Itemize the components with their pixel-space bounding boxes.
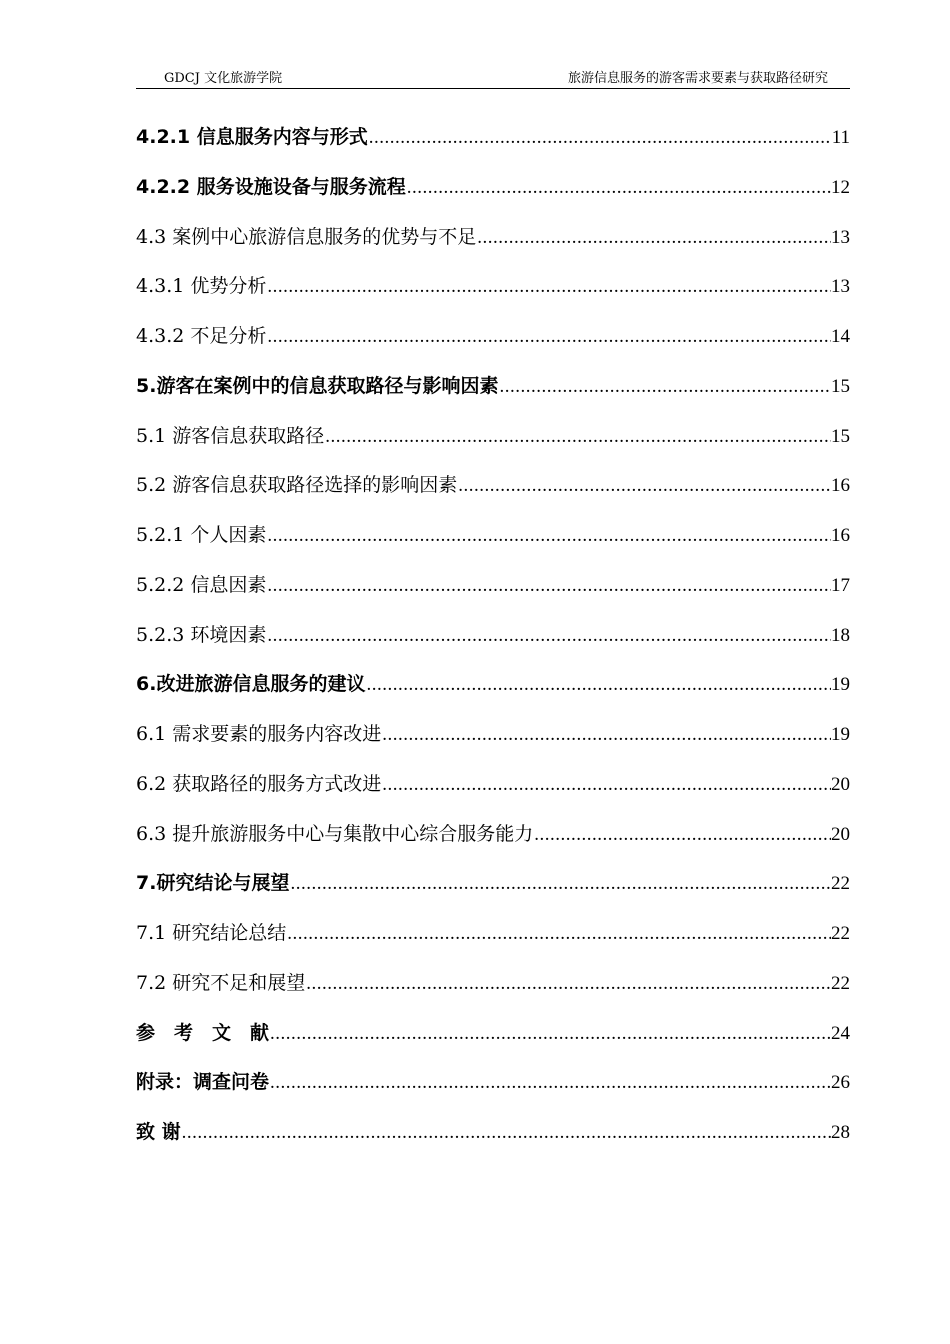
toc-entry[interactable] [136, 122, 850, 172]
toc-entry-page-number: 18 [831, 624, 850, 646]
toc-entry-page-number: 24 [831, 1022, 850, 1044]
toc-entry-page-number: 22 [831, 923, 850, 944]
toc-entry[interactable] [136, 371, 850, 421]
toc-entry-title: 7.研究结论与展望 [136, 872, 290, 895]
toc-entry-title: 致 谢 [136, 1121, 181, 1143]
toc-entry[interactable] [136, 470, 850, 520]
toc-entry-title: 7.2 研究不足和展望 [136, 971, 306, 994]
toc-entry-page-number: 13 [831, 276, 850, 298]
toc-dot-leader [267, 326, 831, 348]
toc-entry[interactable] [136, 1018, 850, 1068]
toc-entry-title: 5.2.2 信息因素 [136, 573, 267, 596]
toc-entry[interactable] [136, 968, 850, 1018]
toc-entry-title: 4.2.2 服务设施设备与服务流程 [136, 175, 406, 198]
toc-entry-title: 4.3.1 优势分析 [136, 275, 267, 298]
toc-dot-leader [267, 276, 831, 298]
toc-entry-page-number: 20 [831, 823, 850, 845]
toc-entry-page-number: 19 [831, 674, 850, 696]
toc-entry-page-number: 17 [831, 574, 850, 596]
toc-entry-page-number: 11 [831, 127, 850, 148]
toc-entry[interactable] [136, 1067, 850, 1117]
toc-entry-page-number: 14 [831, 326, 850, 347]
toc-dot-leader [382, 724, 831, 746]
toc-dot-leader [458, 475, 831, 497]
toc-entry-page-number: 16 [831, 525, 850, 546]
toc-entry-title: 4.2.1 信息服务内容与形式 [136, 126, 368, 148]
toc-dot-leader [407, 177, 831, 199]
toc-entry-page-number: 26 [831, 1072, 850, 1094]
toc-entry-page-number: 22 [831, 972, 850, 994]
toc-entry-title: 4.3.2 不足分析 [136, 325, 267, 347]
toc-dot-leader [287, 923, 831, 945]
toc-entry-title: 5.1 游客信息获取路径 [136, 424, 325, 447]
toc-entry-page-number: 15 [831, 375, 850, 397]
toc-entry-page-number: 13 [831, 226, 850, 248]
toc-entry[interactable] [136, 669, 850, 719]
toc-dot-leader [267, 625, 831, 647]
toc-entry-title: 7.1 研究结论总结 [136, 922, 287, 944]
toc-entry-title: 5.游客在案例中的信息获取路径与影响因素 [136, 374, 499, 397]
toc-entry-title: 6.改进旅游信息服务的建议 [136, 673, 366, 696]
toc-entry-title: 6.1 需求要素的服务内容改进 [136, 723, 382, 745]
toc-entry-title: 附录：调查问卷 [136, 1071, 270, 1094]
toc-entry[interactable] [136, 172, 850, 222]
toc-dot-leader [306, 973, 831, 995]
toc-dot-leader [325, 426, 831, 448]
toc-dot-leader [382, 774, 831, 796]
toc-dot-leader [369, 127, 832, 149]
toc-entry[interactable] [136, 421, 850, 471]
table-of-contents [136, 122, 850, 1167]
toc-entry[interactable] [136, 819, 850, 869]
toc-entry[interactable] [136, 918, 850, 968]
toc-entry-page-number: 19 [831, 724, 850, 745]
toc-dot-leader [366, 674, 831, 696]
toc-entry[interactable] [136, 1117, 850, 1167]
toc-entry-page-number: 28 [831, 1122, 850, 1143]
toc-entry-title: 5.2.3 环境因素 [136, 623, 267, 646]
toc-dot-leader [499, 376, 831, 398]
toc-entry[interactable] [136, 321, 850, 371]
toc-entry-title: 参 考 文 献 [136, 1021, 270, 1044]
toc-dot-leader [182, 1122, 831, 1144]
toc-entry-page-number: 20 [831, 773, 850, 795]
toc-dot-leader [270, 1072, 831, 1094]
page-header [136, 64, 850, 89]
toc-dot-leader [477, 227, 831, 249]
toc-entry-page-number: 15 [831, 425, 850, 447]
toc-entry[interactable] [136, 271, 850, 321]
toc-dot-leader [290, 873, 831, 895]
toc-entry[interactable] [136, 719, 850, 769]
toc-dot-leader [267, 525, 831, 547]
toc-entry-title: 5.2 游客信息获取路径选择的影响因素 [136, 474, 458, 497]
toc-dot-leader [534, 824, 831, 846]
toc-entry-page-number: 12 [831, 176, 850, 198]
toc-dot-leader [267, 575, 831, 597]
toc-entry-title: 6.3 提升旅游服务中心与集散中心综合服务能力 [136, 822, 534, 845]
toc-dot-leader [270, 1023, 831, 1045]
header-left-text: GDCJ 文化旅游学院 [164, 71, 283, 86]
toc-entry[interactable] [136, 222, 850, 272]
toc-entry-page-number: 16 [831, 475, 850, 497]
toc-entry[interactable] [136, 868, 850, 918]
toc-entry[interactable] [136, 570, 850, 620]
toc-entry-title: 6.2 获取路径的服务方式改进 [136, 772, 382, 795]
toc-entry-page-number: 22 [831, 873, 850, 895]
toc-entry-title: 4.3 案例中心旅游信息服务的优势与不足 [136, 225, 477, 248]
toc-entry-title: 5.2.1 个人因素 [136, 524, 267, 546]
toc-entry[interactable] [136, 620, 850, 670]
toc-entry[interactable] [136, 520, 850, 570]
toc-entry[interactable] [136, 769, 850, 819]
header-right-text: 旅游信息服务的游客需求要素与获取路径研究 [567, 71, 828, 86]
